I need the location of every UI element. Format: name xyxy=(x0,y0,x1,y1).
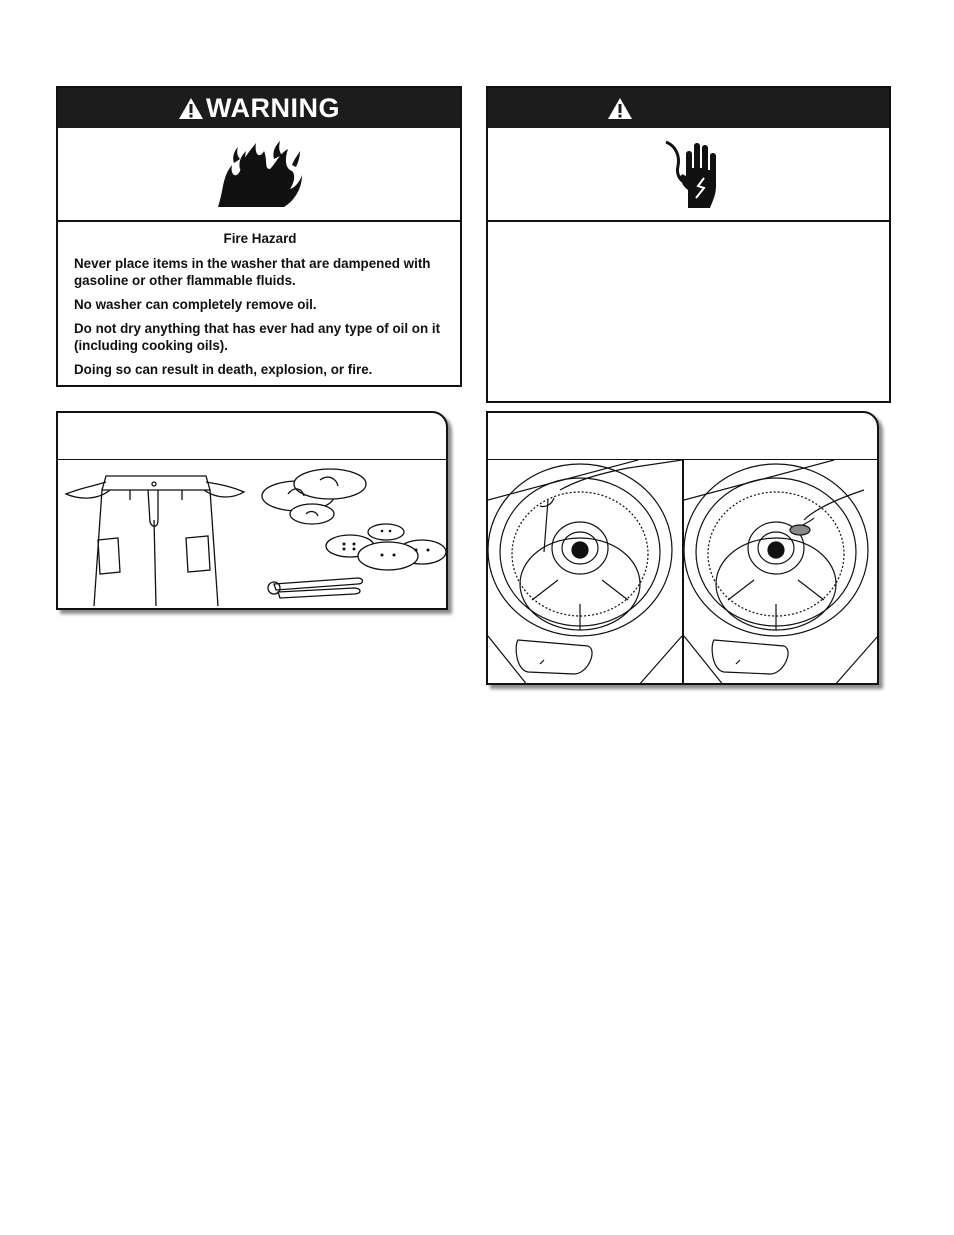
warning-triangle-icon xyxy=(178,97,204,120)
washer-illustration-panel xyxy=(486,411,879,685)
panel-header xyxy=(58,413,446,460)
panel-body xyxy=(488,460,877,683)
warning-line-1: Never place items in the washer that are dampened with gasoline or other flammable fluids. xyxy=(74,256,431,288)
warning-line-4: Doing so can result in death, explosion, or fire. xyxy=(74,362,373,377)
panel-header xyxy=(488,413,877,460)
shock-warning-box xyxy=(486,86,891,403)
fire-icon xyxy=(214,139,304,209)
fire-warning-text xyxy=(74,228,446,385)
warning-line-2: No washer can completely remove oil. xyxy=(74,297,317,312)
shock-icon-row xyxy=(488,128,889,222)
panel-body xyxy=(58,460,446,608)
warning-line-3: Do not dry anything that has ever had any type of oil on it (including cooking oils). xyxy=(74,321,441,353)
signal-word: WARNING xyxy=(206,92,340,123)
shock-warning-header xyxy=(488,88,889,128)
fire-warning-header xyxy=(58,88,460,128)
fire-icon-row xyxy=(58,128,460,222)
pockets-illustration-panel xyxy=(56,411,448,610)
electric-shock-hand-icon xyxy=(654,138,724,210)
hazard-title: Fire Hazard xyxy=(223,231,297,246)
washer-remove-item-right-illustration xyxy=(684,460,877,683)
fire-warning-box xyxy=(56,86,462,387)
pants-pockets-illustration xyxy=(58,460,446,608)
washer-remove-item-left-illustration xyxy=(488,460,682,683)
warning-triangle-icon xyxy=(607,97,633,120)
